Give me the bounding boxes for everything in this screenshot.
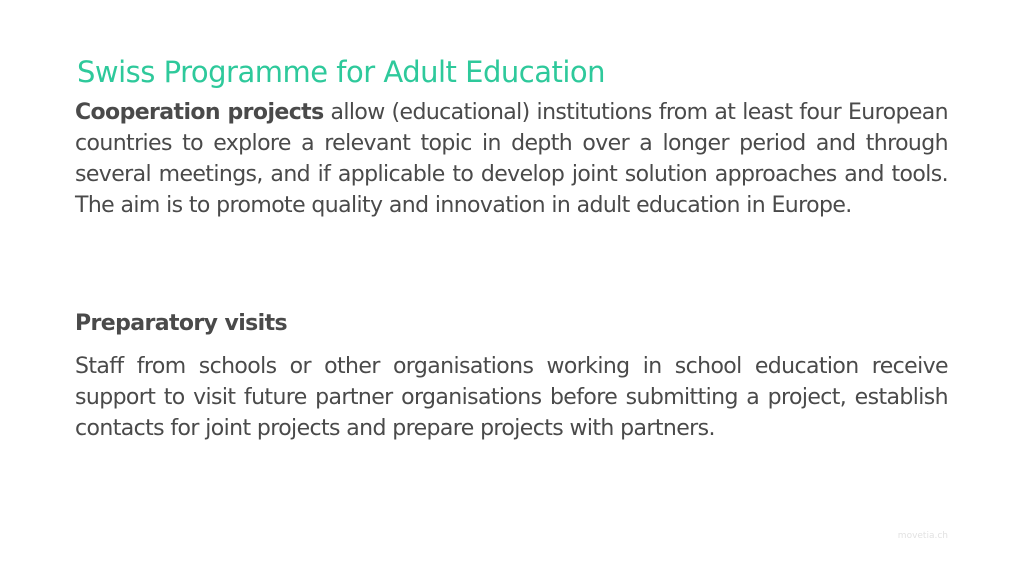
preparatory-visits-heading: Preparatory visits (75, 311, 287, 336)
preparatory-visits-section (75, 351, 948, 444)
cooperation-projects-paragraph (75, 97, 948, 221)
footer-watermark: movetia.ch (897, 531, 948, 541)
cooperation-projects-text: allow (educational) institutions from at least four European countries to explore a relevant topic in depth over a longer period and through several meetings, and if applicable to develop joint solution approaches and tools. The aim is to promote quality and innovation in adult education in Europe. (75, 100, 948, 218)
preparatory-visits-paragraph: Staff from schools or other organisations working in school education receive support to visit future partner organisations before submitting a project, establish contacts for joint projects and prepare projects with partners. (75, 354, 948, 441)
slide-title: Swiss Programme for Adult Education (77, 55, 606, 89)
cooperation-projects-term: Cooperation projects (75, 100, 324, 125)
cooperation-projects-section (75, 97, 948, 221)
